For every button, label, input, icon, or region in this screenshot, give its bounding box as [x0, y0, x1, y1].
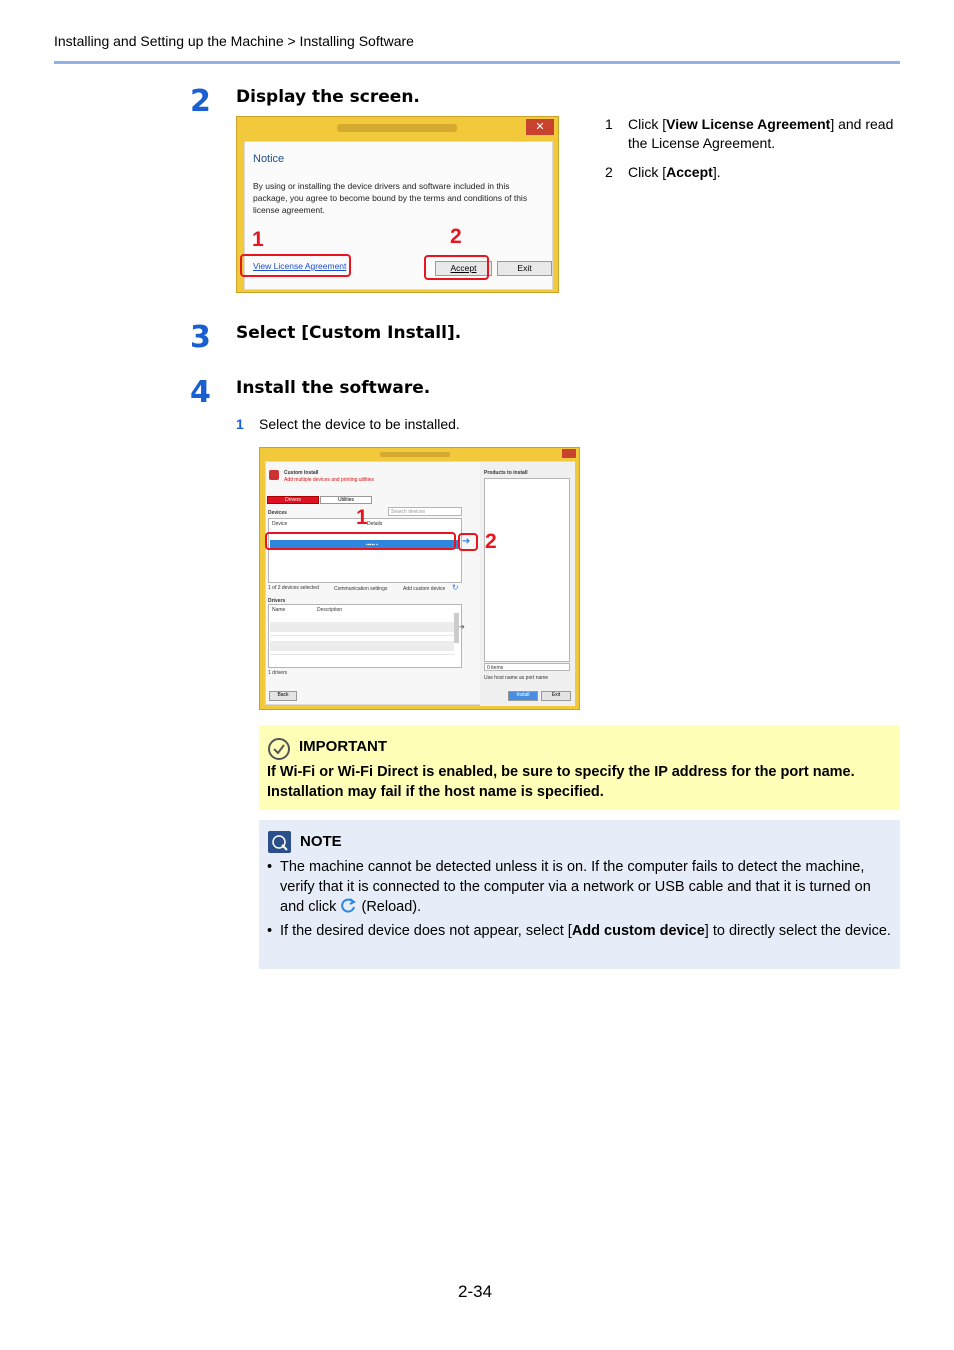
add-arrow-icon[interactable]: ➜: [459, 624, 465, 631]
step-2-instructions: [605, 115, 895, 192]
step-2-title: Display the screen.: [236, 87, 420, 107]
notice-dialog-screenshot: [236, 116, 559, 293]
substep-text: Select the device to be installed.: [259, 416, 460, 432]
install-button[interactable]: Install: [508, 691, 538, 701]
products-pane: [480, 462, 575, 706]
bullet: •: [267, 922, 273, 939]
step-3-number: 3: [190, 320, 211, 355]
search-devices-input[interactable]: Search devices: [388, 507, 462, 516]
add-custom-device-link[interactable]: Add custom device: [403, 586, 446, 592]
breadcrumb: Installing and Setting up the Machine > Installing Software: [54, 33, 414, 49]
note-list: [267, 858, 892, 945]
callout-label-1: 1: [356, 506, 368, 529]
drivers-count: 1 drivers: [268, 670, 288, 676]
row-divider: [270, 654, 454, 655]
back-button[interactable]: Back: [269, 691, 297, 701]
table-row: [270, 641, 454, 651]
list-item: [267, 858, 892, 918]
note-box: [259, 820, 900, 969]
custom-install-body: [265, 461, 575, 705]
exit-button[interactable]: Exit: [497, 261, 552, 276]
col-details: Details: [367, 521, 383, 527]
step-2-number: 2: [190, 84, 211, 119]
step-3-title: Select [Custom Install].: [236, 323, 462, 343]
dialog-title-blurred: [380, 452, 450, 457]
license-text: By using or installing the device drivers and software included in this package, you agree to become bound by the terms and conditions of this license agreement.: [253, 181, 528, 215]
checkmark-icon: [268, 738, 290, 760]
note-item-text: If the desired device does not appear, select [Add custom device] to directly select the device.: [280, 922, 891, 939]
substep-number: 1: [236, 416, 244, 432]
comm-settings-link[interactable]: Communication settings: [334, 586, 388, 592]
close-icon[interactable]: ✕: [526, 119, 554, 135]
custom-install-title: Custom Install: [284, 470, 319, 476]
exit-button[interactable]: Exit: [541, 691, 571, 701]
instruction-text: Click [Accept].: [628, 164, 721, 180]
products-heading: Products to install: [484, 470, 528, 476]
row-divider: [270, 635, 454, 636]
callout-box-1: [265, 532, 456, 550]
instruction-text: Click [View License Agreement] and read the License Agreement.: [628, 116, 894, 151]
page-number: 2-34: [458, 1282, 493, 1301]
list-item: [267, 922, 892, 942]
notice-heading: Notice: [253, 153, 285, 165]
callout-label-2: 2: [485, 530, 497, 553]
products-list: [484, 478, 570, 662]
important-title: IMPORTANT: [299, 738, 388, 755]
col-description: Description: [317, 607, 343, 613]
bullet: •: [267, 859, 273, 875]
custom-install-subtitle: Add multiple devices and printing utilities: [284, 477, 375, 483]
important-box: [259, 725, 900, 810]
callout-box-2: [424, 255, 489, 280]
note-item-text: The machine cannot be detected unless it is on. If the computer fails to detect the machine, verify that it is connected to the computer via a network or USB cable and that it is turned on and click (Reload).: [280, 859, 871, 915]
header-rule: [54, 61, 900, 64]
callout-label-1: 1: [252, 228, 264, 251]
custom-install-dialog-screenshot: [259, 447, 580, 710]
items-bar: 0 items: [484, 663, 570, 671]
callout-box-1: [240, 254, 351, 277]
instruction-item: [605, 163, 895, 182]
reload-icon[interactable]: ↻: [452, 583, 459, 592]
col-name: Name: [272, 607, 286, 613]
instruction-number: 2: [605, 164, 613, 180]
device-details: ▪▪▪▪▪ ▪: [366, 542, 379, 548]
tab-utilities[interactable]: Utilities: [320, 496, 372, 504]
devices-heading: Devices: [268, 510, 287, 516]
drivers-table: [268, 604, 462, 668]
tab-drivers[interactable]: Drivers: [267, 496, 319, 504]
close-icon[interactable]: [562, 449, 576, 458]
step-4-number: 4: [190, 375, 211, 410]
dialog-title-blurred: [337, 124, 457, 132]
step-4-substep: [236, 416, 460, 432]
instruction-number: 1: [605, 116, 613, 132]
instruction-item: [605, 115, 895, 153]
accept-label: Accept: [450, 263, 477, 273]
callout-label-2: 2: [450, 225, 462, 248]
note-title: NOTE: [300, 833, 342, 850]
host-name-checkbox[interactable]: Use host name as port name: [484, 675, 549, 681]
reload-icon: [340, 897, 357, 914]
important-text: If Wi-Fi or Wi-Fi Direct is enabled, be sure to specify the IP address for the port name. Installation may fail if the host name is specified.: [267, 764, 855, 800]
install-icon: [269, 470, 279, 480]
drivers-heading: Drivers: [268, 598, 286, 604]
col-device: Device: [272, 521, 288, 527]
view-license-link[interactable]: View License Agreement: [253, 261, 347, 271]
step-4-title: Install the software.: [236, 378, 431, 398]
table-row: [270, 622, 454, 632]
selected-count: 1 of 2 devices selected: [268, 585, 319, 591]
note-icon: [268, 831, 291, 853]
add-arrow-icon[interactable]: ➜: [462, 536, 471, 547]
